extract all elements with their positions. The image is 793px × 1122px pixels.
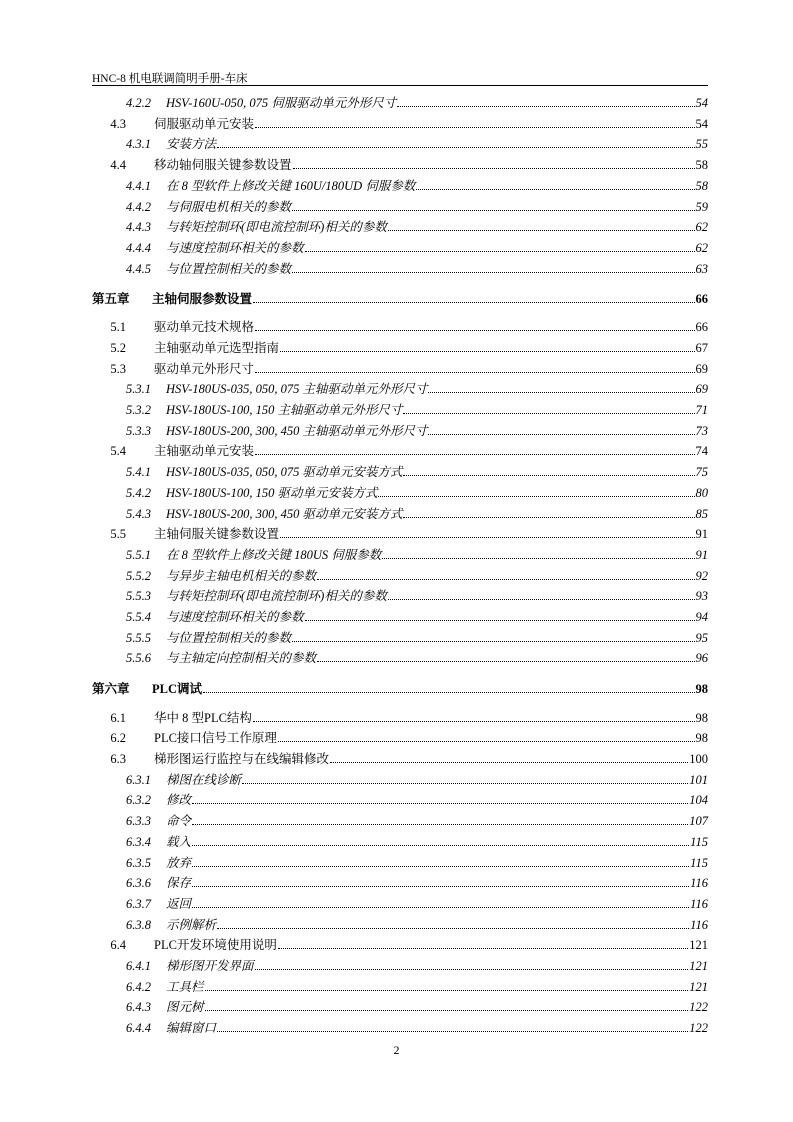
toc-entry-page: 116 [690, 876, 708, 891]
dot-leader [192, 886, 689, 887]
dot-leader [403, 517, 694, 518]
toc-entry[interactable] [92, 873, 708, 889]
toc-entry-page: 54 [695, 96, 708, 110]
toc-entry-number: 5.4.1 [126, 465, 151, 480]
toc-entry[interactable] [92, 586, 708, 602]
toc-entry-page: 107 [689, 814, 708, 829]
toc-entry-title: 工具栏 [166, 979, 204, 994]
toc-entry-title: 与异步主轴电机相关的参数 [166, 568, 317, 583]
toc-entry-number: 6.3.5 [126, 855, 151, 870]
toc-entry-number: 5.5.2 [126, 568, 151, 583]
toc-entry[interactable] [92, 217, 708, 233]
dot-leader [280, 537, 694, 538]
toc-entry[interactable] [92, 134, 708, 150]
dot-leader [255, 372, 694, 373]
toc-entry[interactable] [92, 997, 708, 1013]
toc-chapter-entry[interactable] [92, 679, 708, 695]
toc-entry-title: 与转矩控制环(即电流控制环)相关的参数 [166, 220, 387, 235]
toc-entry-page: 62 [695, 220, 708, 235]
toc-entry-title: 主轴伺服关键参数设置 [154, 527, 280, 542]
toc-entry-page: 92 [695, 568, 708, 583]
toc-entry-title: HSV-180US-035, 050, 075 主轴驱动单元外形尺寸 [166, 382, 428, 397]
dot-leader [242, 783, 688, 784]
toc-entry[interactable] [92, 421, 708, 437]
toc-entry-title: 移动轴伺服关键参数设置 [154, 158, 292, 173]
dot-leader [397, 106, 694, 107]
toc-entry[interactable] [92, 915, 708, 931]
dot-leader [278, 948, 688, 949]
toc-entry-title: 与转矩控制环(即电流控制环)相关的参数 [166, 589, 387, 604]
dot-leader [205, 1010, 689, 1011]
toc-entry-number: 6.4 [110, 938, 126, 953]
dot-leader [217, 147, 694, 148]
toc-entry[interactable] [92, 728, 708, 744]
toc-entry-title: PLC调试 [152, 682, 203, 696]
toc-entry-number: 5.5.4 [126, 610, 151, 624]
toc-entry-page: 59 [695, 199, 708, 214]
toc-entry-number: 6.3.4 [126, 834, 151, 849]
dot-leader [203, 692, 694, 693]
toc-entry-title: 与位置控制相关的参数 [166, 261, 292, 276]
toc-entry-page: 98 [695, 731, 708, 746]
toc-entry[interactable] [92, 790, 708, 806]
toc-entry[interactable] [92, 770, 708, 786]
toc-entry[interactable] [92, 379, 708, 395]
toc-entry-page: 116 [690, 917, 708, 932]
toc-entry-page: 71 [695, 403, 708, 417]
toc-entry[interactable] [92, 176, 708, 192]
toc-entry-number: 4.3 [110, 116, 126, 131]
toc-entry[interactable] [92, 935, 708, 951]
toc-entry-title: 驱动单元外形尺寸 [154, 361, 255, 376]
toc-entry-page: 101 [689, 772, 708, 787]
toc-entry-number: 6.3.8 [126, 917, 151, 932]
dot-leader [382, 558, 694, 559]
toc-entry[interactable] [92, 259, 708, 275]
dot-leader [192, 866, 689, 867]
toc-entry-page: 96 [695, 651, 708, 666]
dot-leader [388, 230, 695, 231]
toc-entry[interactable] [92, 155, 708, 171]
toc-entry-page: 66 [695, 320, 708, 335]
toc-entry-number: 6.3.7 [126, 896, 151, 911]
toc-entry-page: 91 [695, 547, 708, 562]
toc-entry-page: 116 [690, 896, 708, 911]
toc-entry-title: 返回 [166, 896, 192, 911]
dot-leader [278, 741, 695, 742]
toc-entry-title: 与主轴定向控制相关的参数 [166, 651, 317, 666]
toc-entry-number: 5.5.6 [126, 651, 151, 666]
toc-entry-page: 80 [695, 485, 708, 500]
toc-entry-page: 121 [689, 979, 708, 994]
toc-entry-number: 5.4 [110, 444, 126, 459]
toc-entry-title: 梯形图运行监控与在线编辑修改 [154, 752, 330, 766]
toc-entry-title: 示例解析 [166, 917, 217, 932]
toc-entry[interactable] [92, 648, 708, 664]
dot-leader [253, 302, 694, 303]
toc-entry[interactable] [92, 338, 708, 354]
toc-entry[interactable] [92, 977, 708, 993]
toc-entry-page: 122 [689, 1021, 708, 1036]
toc-entry[interactable] [92, 441, 708, 457]
toc-entry-title: 与位置控制相关的参数 [166, 630, 292, 645]
toc-entry-page: 95 [695, 630, 708, 645]
dot-leader [403, 413, 694, 414]
toc-entry-page: 67 [695, 340, 708, 355]
running-header: HNC-8 机电联调简明手册-车床 [92, 73, 248, 85]
dot-leader [305, 620, 695, 621]
toc-entry[interactable] [92, 749, 708, 765]
dot-leader [255, 454, 694, 455]
dot-leader [403, 475, 694, 476]
toc-entry[interactable] [92, 832, 708, 848]
dot-leader [305, 251, 695, 252]
toc-entry-number: 6.3.6 [126, 876, 151, 891]
toc-entry-page: 69 [695, 361, 708, 376]
toc-entry-title: 主轴伺服参数设置 [152, 291, 253, 306]
toc-entry[interactable] [92, 894, 708, 910]
dot-leader [217, 1031, 688, 1032]
toc-entry-title: 编辑窗口 [166, 1021, 217, 1036]
toc-entry-number: 4.2.2 [126, 96, 151, 110]
header-rule [92, 85, 708, 86]
toc-entry-page: 54 [695, 116, 708, 131]
toc-entry-title: HSV-180US-100, 150 驱动单元安装方式 [166, 485, 378, 500]
toc-entry-number: 5.5.3 [126, 589, 151, 604]
toc-entry-title: PLC接口信号工作原理 [154, 731, 277, 746]
toc-entry[interactable] [92, 853, 708, 869]
toc-entry-number: 6.4.4 [126, 1021, 151, 1036]
toc-entry-page: 93 [695, 589, 708, 604]
toc-entry-title: 图元树 [166, 1000, 204, 1015]
toc-entry-title: 主轴驱动单元选型指南 [154, 340, 280, 355]
toc-entry-number: 4.3.1 [126, 137, 151, 152]
dot-leader [280, 351, 694, 352]
toc-entry-page: 91 [695, 527, 708, 542]
toc-entry[interactable] [92, 462, 708, 478]
toc-entry-page: 58 [695, 158, 708, 173]
toc-entry-page: 66 [695, 291, 708, 306]
toc-entry-page: 69 [695, 382, 708, 397]
toc-entry-number: 6.3.3 [126, 814, 151, 829]
toc-entry-title: 梯形图开发界面 [166, 959, 254, 973]
dot-leader [416, 189, 694, 190]
toc-entry-page: 55 [695, 137, 708, 152]
toc-entry-page: 121 [689, 959, 708, 973]
toc-entry-page: 104 [689, 793, 708, 808]
toc-entry[interactable] [92, 504, 708, 520]
toc-entry-page: 121 [689, 938, 708, 953]
toc-entry-page: 94 [695, 610, 708, 624]
toc-entry-page: 85 [695, 506, 708, 521]
toc-entry-title: 修改 [166, 793, 192, 808]
page-number: 2 [393, 1043, 400, 1057]
toc-entry-title: 与伺服电机相关的参数 [166, 199, 292, 214]
toc-entry-number: 4.4.5 [126, 261, 151, 276]
toc-entry-number: 4.4.1 [126, 178, 151, 193]
toc-entry-number: 5.3.2 [126, 403, 151, 417]
toc-entry-number: 4.4 [110, 158, 126, 173]
toc-entry-title: HSV-180US-035, 050, 075 驱动单元安装方式 [166, 465, 403, 480]
toc-entry-number: 6.1 [110, 710, 126, 725]
toc-entry-page: 62 [695, 240, 708, 255]
dot-leader [378, 496, 694, 497]
toc-entry[interactable] [92, 197, 708, 213]
toc-entry-number: 6.4.1 [126, 959, 151, 973]
toc-entry-page: 63 [695, 261, 708, 276]
toc-entry-title: HSV-180US-200, 300, 450 驱动单元安装方式 [166, 506, 403, 521]
toc-entry-number: 5.5.5 [126, 630, 151, 645]
toc-entry-title: 与速度控制环相关的参数 [166, 240, 304, 255]
toc-entry-number: 6.3.1 [126, 772, 151, 787]
toc-entry-title: 与速度控制环相关的参数 [166, 610, 304, 624]
toc-entry-number: 4.4.2 [126, 199, 151, 214]
dot-leader [217, 928, 689, 929]
toc-entry[interactable] [92, 1018, 708, 1034]
toc-entry[interactable] [92, 628, 708, 644]
toc-entry[interactable] [92, 708, 708, 724]
toc-entry[interactable] [92, 566, 708, 582]
toc-entry-page: 73 [695, 423, 708, 438]
dot-leader [292, 272, 694, 273]
toc-entry-page: 122 [689, 1000, 708, 1015]
toc-entry-number: 4.4.3 [126, 220, 151, 235]
toc-entry-number: 5.5.1 [126, 547, 151, 562]
toc-entry-page: 74 [695, 444, 708, 459]
toc-entry-number: 6.4.2 [126, 979, 151, 994]
toc-entry-title: HSV-180US-200, 300, 450 主轴驱动单元外形尺寸 [166, 423, 428, 438]
toc-entry-title: PLC开发环境使用说明 [154, 938, 277, 953]
dot-leader [192, 845, 689, 846]
toc-entry[interactable] [92, 238, 708, 254]
toc-entry-title: 保存 [166, 876, 192, 891]
toc-entry-title: 安装方法 [166, 137, 217, 152]
toc-entry-number: 5.3.3 [126, 423, 151, 438]
toc-entry-number: 第五章 [92, 291, 130, 306]
toc-entry-title: 华中 8 型PLC结构 [154, 710, 252, 725]
toc-entry-number: 5.1 [110, 320, 126, 335]
dot-leader [255, 969, 689, 970]
toc-entry[interactable] [92, 114, 708, 130]
toc-entry-number: 第六章 [92, 682, 130, 696]
toc-entry-page: 115 [690, 855, 708, 870]
toc-entry-number: 5.3.1 [126, 382, 151, 397]
toc-entry-title: HSV-180US-100, 150 主轴驱动单元外形尺寸 [166, 403, 403, 417]
toc-entry-page: 100 [689, 752, 708, 766]
dot-leader [192, 907, 689, 908]
toc-entry[interactable] [92, 545, 708, 561]
toc-entry[interactable] [92, 811, 708, 827]
toc-entry-title: 伺服驱动单元安装 [154, 116, 255, 131]
toc-entry-title: 在 8 型软件上修改关键 160U/180UD 伺服参数 [166, 178, 416, 193]
toc-entry-number: 5.4.3 [126, 506, 151, 521]
toc-entry-title: 命令 [166, 814, 192, 829]
toc-entry-title: 在 8 型软件上修改关键 180US 伺服参数 [166, 547, 382, 562]
toc-entry-number: 4.4.4 [126, 240, 151, 255]
toc-chapter-entry[interactable] [92, 289, 708, 305]
toc-entry-page: 58 [695, 178, 708, 193]
toc-entry[interactable] [92, 524, 708, 540]
toc-entry-title: 放弃 [166, 855, 192, 870]
dot-leader [293, 168, 695, 169]
toc-entry[interactable] [92, 956, 708, 972]
toc-entry-page: 98 [695, 682, 708, 696]
toc-entry-page: 115 [690, 834, 708, 849]
toc-entry[interactable] [92, 483, 708, 499]
toc-entry[interactable] [92, 359, 708, 375]
dot-leader [192, 803, 688, 804]
toc-entry-title: 驱动单元技术规格 [154, 320, 255, 335]
toc-entry[interactable] [92, 93, 708, 109]
toc-entry-number: 5.4.2 [126, 485, 151, 500]
toc-entry-title: 载入 [166, 834, 192, 849]
toc-entry-number: 5.3 [110, 361, 126, 376]
toc-entry-page: 98 [695, 710, 708, 725]
dot-leader [253, 721, 695, 722]
dot-leader [255, 127, 694, 128]
dot-leader [292, 641, 694, 642]
dot-leader [388, 599, 695, 600]
dot-leader [192, 824, 688, 825]
toc-entry-number: 5.5 [110, 527, 126, 542]
dot-leader [317, 661, 694, 662]
toc-entry-number: 5.2 [110, 340, 126, 355]
toc-entry[interactable] [92, 400, 708, 416]
dot-leader [205, 990, 689, 991]
toc-entry-number: 6.3.2 [126, 793, 151, 808]
toc-entry-number: 6.3 [110, 752, 126, 766]
toc-entry[interactable] [92, 607, 708, 623]
dot-leader [330, 762, 688, 763]
toc-entry-title: 梯图在线诊断 [166, 772, 242, 787]
dot-leader [292, 210, 694, 211]
toc-entry[interactable] [92, 317, 708, 333]
dot-leader [428, 434, 694, 435]
toc-entry-number: 6.2 [110, 731, 126, 746]
toc-entry-title: 主轴驱动单元安装 [154, 444, 255, 459]
dot-leader [428, 392, 694, 393]
dot-leader [255, 330, 694, 331]
toc-entry-title: HSV-160U-050, 075 伺服驱动单元外形尺寸 [166, 96, 397, 110]
toc-entry-number: 6.4.3 [126, 1000, 151, 1015]
dot-leader [317, 579, 694, 580]
toc-entry-page: 75 [695, 465, 708, 480]
